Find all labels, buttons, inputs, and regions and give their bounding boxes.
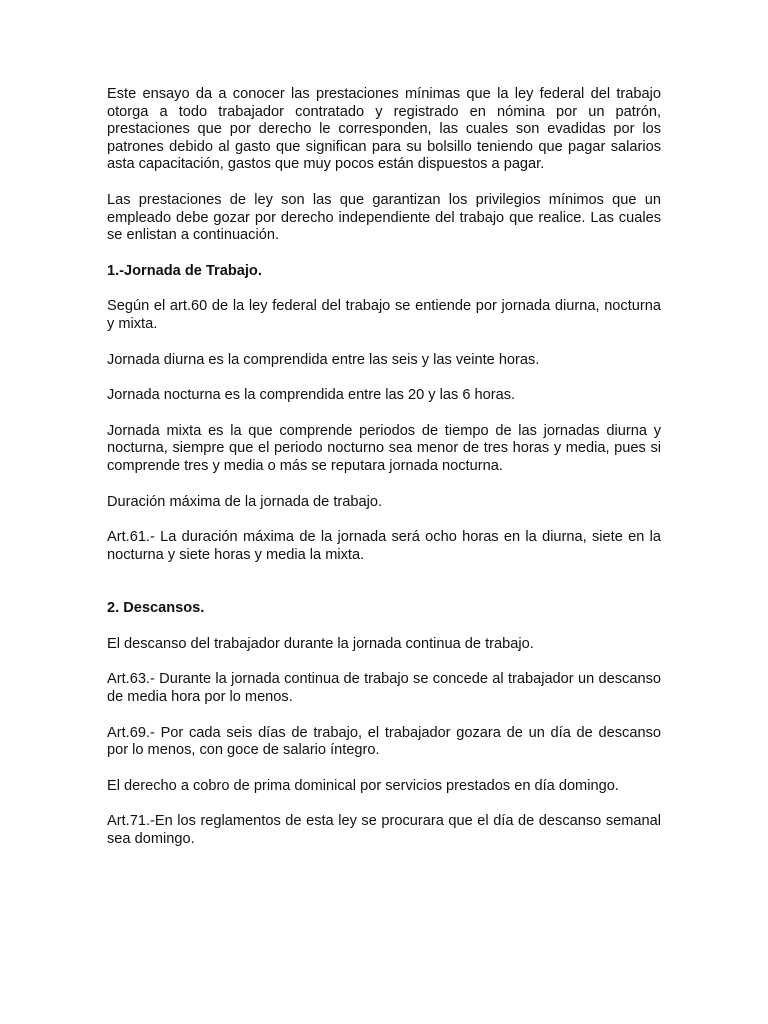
section-2-heading: 2. Descansos. — [107, 600, 205, 617]
section-2-paragraph-2: Art.63.- Durante la jornada continua de trabajo se concede al trabajador un descanso de media hora por lo menos. — [107, 671, 661, 706]
section-2-paragraph-3: Art.69.- Por cada seis días de trabajo, el trabajador gozara de un día de descanso por lo menos, con goce de salario íntegro. — [107, 724, 661, 759]
section-2-paragraph-5: Art.71.-En los reglamentos de esta ley se procurara que el día de descanso semanal sea domingo. — [107, 813, 661, 848]
document-page — [107, 86, 661, 867]
section-1-paragraph-4: Jornada mixta es la que comprende periodos de tiempo de las jornadas diurna y nocturna, siempre que el periodo nocturno sea menor de tres horas y media, pues si comprende tres y media o más se reputara jornada nocturna. — [107, 422, 661, 474]
section-2-paragraph-4: El derecho a cobro de prima dominical por servicios prestados en día domingo. — [107, 777, 619, 794]
intro-paragraph-1: Este ensayo da a conocer las prestaciones mínimas que la ley federal del trabajo otorga a todo trabajador contratado y registrado en nómina por un patrón, prestaciones que por derecho le corresponden, las cuales son evadidas por los patrones debido al gasto que significan para su bolsillo teniendo que pagar salarios asta capacitación, gastos que muy pocos están dispuestos a pagar. — [107, 86, 661, 173]
section-1-paragraph-6: Art.61.- La duración máxima de la jornada será ocho horas en la diurna, siete en la nocturna y siete horas y media la mixta. — [107, 529, 661, 563]
section-1-paragraph-5: Duración máxima de la jornada de trabajo. — [107, 493, 383, 510]
intro-paragraph-2: Las prestaciones de ley son las que garantizan los privilegios mínimos que un empleado debe gozar por derecho independiente del trabajo que realice. Las cuales se enlistan a continuación. — [107, 191, 661, 244]
section-1-heading: 1.-Jornada de Trabajo. — [107, 262, 262, 279]
section-1-paragraph-3: Jornada nocturna es la comprendida entre las 20 y las 6 horas. — [107, 387, 516, 404]
section-1-paragraph-2: Jornada diurna es la comprendida entre las seis y las veinte horas. — [107, 351, 540, 368]
section-2-paragraph-1: El descanso del trabajador durante la jornada continua de trabajo. — [107, 635, 534, 652]
section-1-paragraph-1: Según el art.60 de la ley federal del trabajo se entiende por jornada diurna, nocturna y mixta. — [107, 298, 661, 332]
